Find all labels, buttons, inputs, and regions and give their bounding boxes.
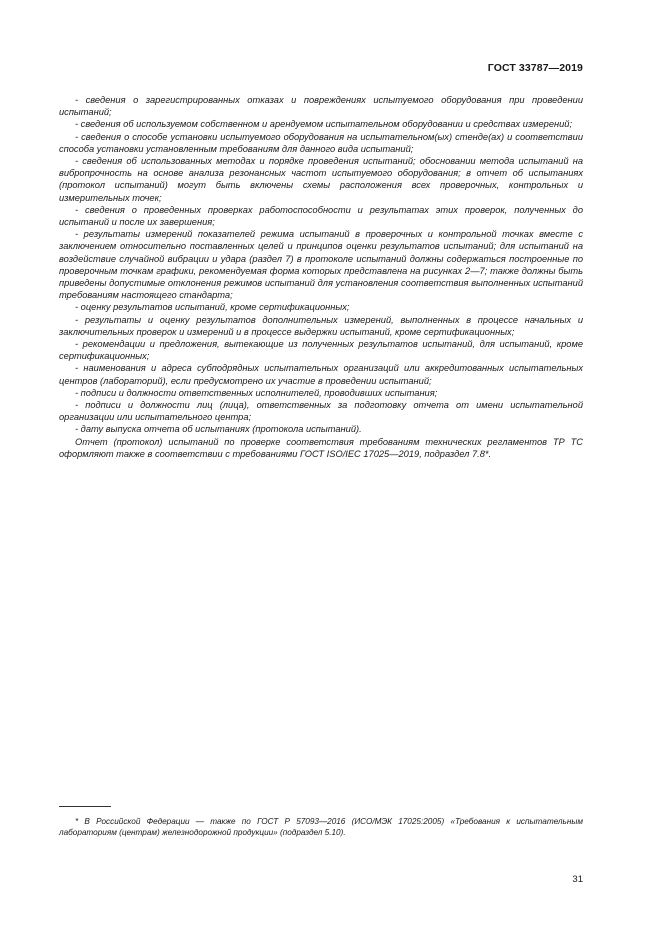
paragraph: - подписи и должности лиц (лица), ответственных за подготовку отчета от имени испытательной организации или испытательного центра; bbox=[59, 400, 583, 423]
paragraph: - сведения об используемом собственном и арендуемом испытательном оборудовании и средствах измерений; bbox=[75, 119, 573, 130]
paragraph: - дату выпуска отчета об испытаниях (протокола испытаний). bbox=[75, 424, 362, 435]
page-number: 31 bbox=[572, 874, 583, 885]
paragraph: - сведения о проведенных проверках работоспособности и результатах этих проверок, полученных до испытаний и после их завершения; bbox=[59, 204, 583, 228]
paragraph: - сведения об использованных методах и порядке проведения испытаний; обосновании метода испытаний на вибропрочность на основе анализа резонансных частот испытуемого оборудования; в отчет об испытаниях (протокол испытаний) могут быть включены схемы расположения всех проверочных, контрольных и измерительных точек; bbox=[59, 156, 583, 203]
paragraph: - наименования и адреса субподрядных испытательных организаций или аккредитованных испытательных центров (лабораторий), если предусмотрено их участие в проведении испытаний; bbox=[59, 363, 583, 386]
paragraph: - результаты измерений показателей режима испытаний в проверочных и контрольной точках вместе с заключением относительно поставленных целей и принципов оценки результатов испытаний; для испытаний на воздействие случайной вибрации и удара (раздел 7) в протоколе испытаний должны содержаться построенные по проверочным точкам графики, рекомендуемая форма которых представлена на рисунках 2—7; также должны быть приведены допустимые отклонения режимов испытаний для установления соответствия выполненных испытаний требованиям настоящего стандарта; bbox=[59, 229, 583, 301]
paragraph: - сведения о зарегистрированных отказах и повреждениях испытуемого оборудования при проведении испытаний; bbox=[59, 95, 583, 118]
paragraph: - подписи и должности ответственных исполнителей, проводивших испытания; bbox=[75, 387, 438, 398]
paragraph: - рекомендации и предложения, вытекающие из полученных результатов испытаний, для испытаний, кроме сертификационных; bbox=[59, 339, 583, 362]
main-text bbox=[59, 94, 583, 460]
paragraph: Отчет (протокол) испытаний по проверке соответствия требованиям технических регламентов ТР ТС оформляют также в соответствии с требованиями ГОСТ ISO/IEC 17025—2019, подраздел 7.8*. bbox=[59, 436, 583, 459]
footnote bbox=[59, 816, 583, 838]
footnote-divider bbox=[59, 806, 111, 807]
paragraph: - сведения о способе установки испытуемого оборудования на испытательном(ых) стенде(ах) и соответствии способа установки установленным требованиям для данного вида испытаний; bbox=[59, 131, 583, 154]
paragraph: - результаты и оценку результатов дополнительных измерений, выполненных в процессе начальных и заключительных проверок и измерений и в процессе выдержки испытаний, кроме сертификационных; bbox=[59, 314, 583, 337]
document-header bbox=[488, 62, 583, 74]
paragraph: - оценку результатов испытаний, кроме сертификационных; bbox=[75, 302, 350, 313]
footnote-text: * В Российской Федерации — также по ГОСТ Р 57093—2016 (ИСО/МЭК 17025:2005) «Требования к испытательным лабораториям (центрам) железнодорожной продукции» (подраздел 5.10). bbox=[59, 817, 583, 837]
standard-number: ГОСТ 33787—2019 bbox=[487, 62, 583, 74]
